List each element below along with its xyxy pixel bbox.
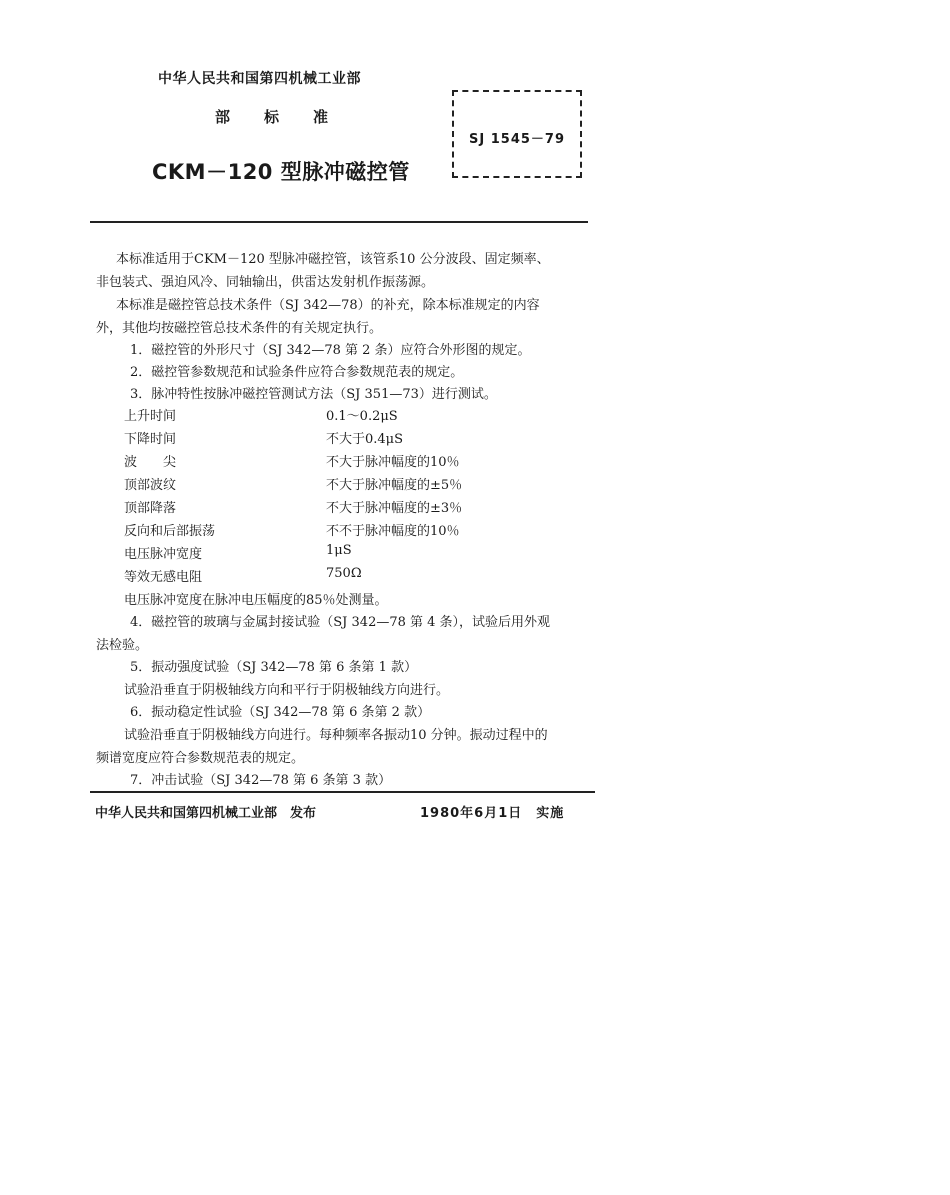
item-3: 3．脉冲特性按脉冲磁控管测试方法（SJ 351—73）进行测试。 [130, 387, 497, 402]
document-title: CKM－120 型脉冲磁控管 [152, 160, 410, 184]
spec-label: 反向和后部振荡 [124, 524, 216, 539]
para1-line2: 非包装式、强迫风冷、同轴输出，供雷达发射机作振荡源。 [96, 275, 435, 290]
para2-line1: 本标准是磁控管总技术条件（SJ 342—78）的补充，除本标准规定的内容 [116, 298, 540, 313]
measure-note: 电压脉冲宽度在脉冲电压幅度的85％处测量。 [124, 593, 388, 608]
standard-label: 部标准 [215, 108, 363, 126]
footer-divider [90, 791, 595, 793]
footer-publisher: 中华人民共和国第四机械工业部 发布 [95, 806, 317, 821]
spec-label: 电压脉冲宽度 [124, 547, 203, 562]
item-4-line1: 4．磁控管的玻璃与金属封接试验（SJ 342—78 第 4 条），试验后用外观 [130, 615, 551, 630]
item-1: 1．磁控管的外形尺寸（SJ 342—78 第 2 条）应符合外形图的规定。 [130, 343, 531, 358]
spec-value: 不大于脉冲幅度的±3％ [326, 501, 463, 516]
item-5: 5．振动强度试验（SJ 342—78 第 6 条第 1 款） [130, 660, 418, 675]
spec-label: 顶部波纹 [124, 478, 177, 493]
spec-label: 上升时间 [124, 409, 177, 424]
standard-code: SJ 1545－79 [469, 132, 565, 147]
spec-value: 不大于0.4μS [326, 432, 404, 447]
spec-value: 不大于脉冲幅度的±5％ [326, 478, 463, 493]
header-divider [90, 221, 588, 223]
spec-label: 等效无感电阻 [124, 570, 203, 585]
spec-label: 顶部降落 [124, 501, 177, 516]
standard-code-box [452, 90, 582, 178]
para2-line2: 外，其他均按磁控管总技术条件的有关规定执行。 [96, 321, 383, 336]
item-7: 7．冲击试验（SJ 342—78 第 6 条第 3 款） [130, 773, 392, 788]
item-2: 2．磁控管参数规范和试验条件应符合参数规范表的规定。 [130, 365, 464, 380]
spec-value: 不不于脉冲幅度的10％ [326, 524, 460, 539]
item-6-note-line2: 频谱宽度应符合参数规范表的规定。 [96, 751, 305, 766]
para1-line1: 本标准适用于CKM－120 型脉冲磁控管，该管系10 公分波段、固定频率、 [116, 252, 550, 267]
spec-label: 下降时间 [124, 432, 177, 447]
ministry-name: 中华人民共和国第四机械工业部 [158, 71, 361, 87]
spec-value: 0.1～0.2μS [326, 409, 398, 424]
spec-label: 波 尖 [124, 455, 177, 470]
footer-effective-date: 1980年6月1日 实施 [420, 806, 565, 821]
item-4-line2: 法检验。 [96, 638, 149, 653]
item-6: 6．振动稳定性试验（SJ 342—78 第 6 条第 2 款） [130, 705, 431, 720]
spec-value: 1μS [326, 543, 352, 558]
spec-value: 不大于脉冲幅度的10％ [326, 455, 460, 470]
item-6-note-line1: 试验沿垂直于阴极轴线方向进行。每种频率各振动10 分钟。振动过程中的 [124, 728, 548, 743]
item-5-note: 试验沿垂直于阴极轴线方向和平行于阴极轴线方向进行。 [124, 683, 450, 698]
spec-value: 750Ω [326, 566, 362, 581]
